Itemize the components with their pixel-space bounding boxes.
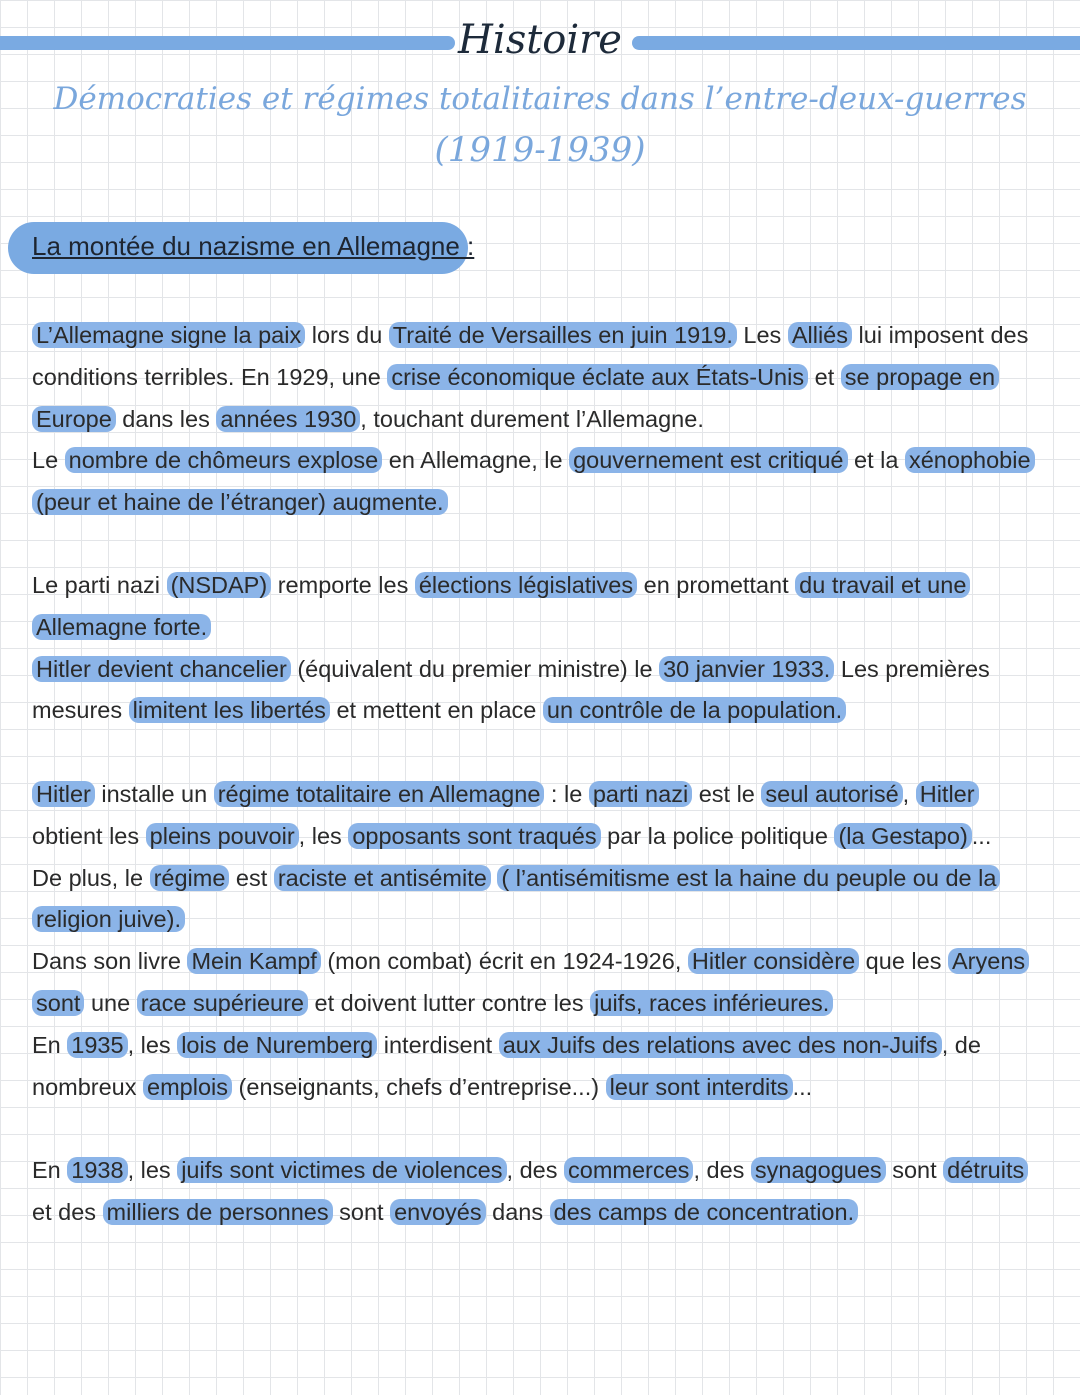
highlighted-text: Alliés [788, 322, 852, 348]
text-run: remporte les [271, 572, 415, 598]
highlighted-text: années 1930 [216, 406, 360, 432]
highlighted-text: ( l’antisémitisme est la haine du peuple ou de la religion juive). [32, 865, 1000, 933]
text-run: , des [693, 1157, 751, 1183]
text-line [32, 941, 1042, 1025]
highlighted-text: des camps de concentration. [550, 1199, 858, 1225]
highlighted-text: Mein Kampf [187, 948, 320, 974]
highlighted-text: Hitler [32, 781, 95, 807]
text-run: , les [127, 1157, 178, 1183]
highlighted-text: Hitler [916, 781, 979, 807]
highlighted-text: nombre de chômeurs explose [65, 447, 383, 473]
text-line [32, 649, 1042, 733]
highlighted-text: aux Juifs des relations avec des non-Juifs [499, 1032, 942, 1058]
highlighted-text: un contrôle de la population. [543, 697, 846, 723]
text-run: est [229, 864, 274, 891]
text-run: , les [127, 1032, 178, 1058]
paragraph-nuremberg-laws [32, 1025, 1042, 1109]
text-run: Les [736, 322, 788, 348]
text-run: est le [692, 781, 762, 807]
text-run: , [902, 781, 916, 807]
highlighted-text: 1935 [67, 1032, 127, 1058]
text-run: et [808, 363, 841, 390]
highlighted-text: pleins pouvoir [146, 823, 299, 849]
highlighted-text: leur sont interdits [606, 1074, 793, 1100]
text-line [32, 1025, 1042, 1109]
text-line [32, 315, 1042, 440]
text-run: une [84, 989, 137, 1016]
highlighted-text: xénophobie (peur et haine de l’étranger) augmente. [32, 447, 1035, 515]
text-run: De plus, le [32, 864, 150, 891]
text-run: dans les [115, 405, 217, 432]
text-run: obtient les [32, 822, 146, 849]
highlighted-text: raciste et antisémite [274, 865, 491, 891]
highlighted-text: Hitler devient chancelier [32, 656, 291, 682]
highlighted-text: seul autorisé [761, 781, 902, 807]
text-run: , des [506, 1157, 564, 1183]
highlighted-text: régime totalitaire en Allemagne [214, 781, 545, 807]
highlighted-text: élections législatives [415, 572, 637, 598]
highlighted-text: commerces [564, 1157, 693, 1183]
highlighted-text: détruits [943, 1157, 1028, 1183]
text-run: sont [885, 1157, 944, 1183]
text-run: dans [485, 1198, 550, 1225]
text-line [32, 440, 1042, 524]
highlighted-text: (la Gestapo) [834, 823, 971, 849]
highlighted-text: L’Allemagne signe la paix [32, 322, 305, 348]
highlighted-text: se propage en Europe [32, 364, 999, 432]
text-line [32, 565, 1042, 649]
text-run: (mon combat) écrit en 1924-1926, [320, 948, 688, 975]
text-run: et doivent lutter contre les [308, 989, 591, 1016]
text-run: sont [332, 1198, 391, 1225]
section-title: La montée du nazisme en Allemagne : [32, 231, 475, 261]
highlighted-text: (NSDAP) [167, 572, 272, 598]
text-run: et mettent en place [329, 697, 543, 724]
highlighted-text: Traité de Versailles en juin 1919. [389, 322, 737, 348]
text-run: ... [971, 822, 992, 849]
text-run: lors du [305, 322, 389, 348]
highlighted-text: 30 janvier 1933. [659, 656, 834, 682]
highlighted-text: crise économique éclate aux États-Unis [387, 364, 808, 390]
text-run: : le [544, 781, 589, 807]
text-run: Le parti nazi [32, 572, 167, 598]
highlighted-text: juifs, races inférieures. [590, 990, 833, 1016]
text-run: , de nombreux [32, 1032, 981, 1100]
highlighted-text: envoyés [390, 1199, 486, 1225]
text-line [32, 1150, 1042, 1234]
highlighted-text: régime [150, 865, 230, 891]
text-run: Les premières mesures [32, 655, 990, 724]
highlighted-text: gouvernement est critiqué [569, 447, 847, 473]
text-run: , touchant durement l’Allemagne. [360, 405, 704, 432]
text-run: , les [298, 822, 349, 849]
highlighted-text: du travail et une Allemagne forte. [32, 572, 970, 640]
text-run: par la police politique [600, 822, 835, 849]
text-run: (enseignants, chefs d’entreprise...) [232, 1073, 606, 1100]
text-run: en promettant [637, 572, 796, 598]
highlighted-text: opposants sont traqués [348, 823, 600, 849]
highlighted-text: synagogues [751, 1157, 886, 1183]
text-run: lui imposent des conditions terribles. En 1929, une [32, 322, 1029, 390]
text-run: ... [792, 1073, 813, 1100]
paragraph-1938-violence [32, 1150, 1042, 1234]
page-subtitle-dates: (1919-1939) [434, 130, 646, 170]
text-run: Le [32, 447, 65, 474]
text-run: que les [859, 948, 948, 975]
highlighted-text: 1938 [67, 1157, 127, 1183]
text-line [32, 858, 1042, 942]
highlighted-text: race supérieure [137, 990, 308, 1016]
text-line [32, 774, 1042, 858]
page-subtitle: Démocraties et régimes totalitaires dans l’entre-deux-guerres [53, 81, 1027, 117]
highlighted-text: Hitler considère [688, 948, 859, 974]
text-run: et la [847, 447, 905, 474]
text-run: interdisent [377, 1032, 499, 1058]
highlighted-text: limitent les libertés [129, 697, 330, 723]
paragraph-nsdap-elections [32, 565, 1042, 732]
text-run: Dans son livre [32, 948, 188, 975]
text-run: et des [32, 1198, 103, 1225]
highlighted-text: Aryens sont [32, 948, 1029, 1016]
page-title: Histoire [458, 17, 622, 63]
text-run: installe un [94, 781, 214, 807]
highlighted-text: parti nazi [589, 781, 692, 807]
highlighted-text: milliers de personnes [103, 1199, 333, 1225]
text-run: en Allemagne, le [382, 447, 570, 474]
highlighted-text: lois de Nuremberg [177, 1032, 377, 1058]
text-run: (équivalent du premier ministre) le [290, 655, 660, 682]
text-run: En [32, 1157, 68, 1183]
highlighted-text: juifs sont victimes de violences [177, 1157, 506, 1183]
paragraph-totalitarian-regime [32, 774, 1042, 1025]
paragraph-versailles-crisis [32, 315, 1042, 524]
highlighted-text: emplois [143, 1074, 232, 1100]
text-run: En [32, 1032, 68, 1058]
